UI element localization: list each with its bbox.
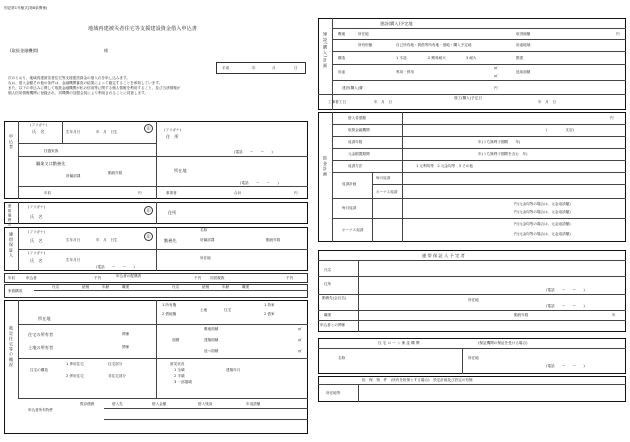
guarantor-name-2: 氏 名 [30, 258, 43, 263]
complete-date-fmt: 年 月 日 [538, 100, 556, 104]
monthly-label-2: 毎月返済 [342, 206, 357, 210]
guarantor-furigana-2: (フリガナ) [28, 251, 45, 255]
guarantor-name-field: 名称 [200, 228, 208, 232]
monthly-amt-1: 円(元金均等の場合は、元金返済額) [514, 202, 571, 206]
rights-label: 土地 [200, 308, 208, 312]
guarantor-name-label: 氏 名 [30, 238, 43, 243]
form-title: 地域再建被災者住宅等支援建設資金借入申込書 [88, 26, 197, 32]
family-col-job: 職業 [122, 285, 130, 289]
workplace-dept: 所属部課 [66, 174, 81, 178]
guarantor-birth-fmt: 年 月 日生 [96, 238, 118, 242]
income-unit-2: 千円 [194, 276, 202, 280]
fund-row-1: 借入希望額 [348, 116, 366, 120]
contractor-years: 勤続年数 [514, 313, 529, 317]
applicant-phone: (電話 ー ー ) [234, 150, 273, 154]
family-col-age: 年齢 [102, 285, 110, 289]
structure-opt-2: 2 簡易耐火 [428, 56, 446, 60]
loan-col-3: 借入残高 [198, 402, 213, 406]
structure-label: 住宅の構造 [30, 368, 48, 372]
house-label: 住宅 [224, 308, 232, 312]
total-label: 合計 [234, 191, 242, 195]
contractor-row-2: 住所 [324, 282, 332, 286]
structure-2: 2 併用住宅 [66, 374, 84, 378]
monthly-label: 毎月返済 [376, 176, 391, 180]
date-box[interactable] [216, 62, 306, 74]
contractor-row-3: 勤務先(会社名) [322, 296, 347, 300]
addressee: (取扱金融機関) [10, 48, 39, 53]
right-page [318, 6, 622, 436]
contractor-row-1: 氏名 [324, 268, 332, 272]
income-row [4, 273, 308, 283]
property-section: 被災住宅等の概況 [9, 326, 14, 368]
guarantor-furigana: (フリガナ) [28, 230, 45, 234]
fund-row-5: 返済方法 [348, 164, 363, 168]
completed-label: 建築年月 [226, 368, 241, 372]
family-col-name-2: 氏名 [172, 285, 180, 289]
income-applicant: 申込者 [26, 276, 37, 280]
damage-label: 被災状況 [170, 362, 185, 366]
guarantor-address: 所在地 [200, 256, 211, 260]
owner-label: 住宅の所有者 [28, 332, 54, 337]
fund-row-4: 元金据置期間 [348, 152, 370, 156]
family-col-name: 氏名 [52, 285, 60, 289]
use-label-r: 用途 [338, 70, 346, 74]
fund-val-1: 円 [610, 116, 614, 120]
site-price: 取得価額 [516, 32, 531, 36]
start-date-label: 工事着工日 [328, 100, 346, 104]
loan-col-4: 年返済額 [246, 402, 261, 406]
fund-row-2: 取扱金融機関 [348, 128, 370, 132]
loan-col-2: 借入金額 [152, 402, 167, 406]
intro-line-4: 個人信用情報機関に登録され、同機関の加盟会員により利用されることに同意します。 [8, 91, 149, 95]
structure-1: 1 専用住宅 [66, 362, 84, 366]
bonus-label-2: ボーナス返済 [342, 228, 364, 232]
applicant-birth-label: 生年月日 [66, 130, 81, 134]
years-label: 勤続年数 [108, 171, 123, 175]
occupation-label: 職業又は勤務先 [36, 161, 66, 166]
monthly-amt-2: 円(元金均等の場合は、元金返済額) [514, 210, 571, 214]
status-note: 申込者所有物件 [28, 408, 54, 412]
fund-val-5: 1 元利均等 2 元金均等 3 その他 [416, 164, 474, 168]
guarantor-birth-2: 生年月日 [66, 258, 81, 262]
guarantee-location: 所在地等 [326, 391, 341, 395]
total-unit: 円 [294, 191, 298, 195]
fund-row-3: 返済年数 [348, 140, 363, 144]
left-page [4, 6, 308, 436]
date-day: 日 [294, 66, 298, 70]
plan-label: 返済計画 [342, 182, 357, 186]
guarantor-years: 勤続年数 [266, 238, 281, 242]
start-date-fmt: 年 月 日 [374, 100, 392, 104]
income-unit-3: 千円 [286, 276, 294, 280]
floor-area-label: 延床面積 [516, 70, 531, 74]
m2-r2: ㎡ [494, 74, 498, 78]
site-label: 敷地 [338, 32, 346, 36]
family-block [4, 284, 308, 298]
applicant-birth-fmt: 年 月 日生 [96, 130, 118, 134]
contractor-row-4: 職業 [324, 313, 332, 317]
structure-label-r: 構造 [338, 56, 346, 60]
coapplicant-furigana: (フリガナ) [28, 205, 45, 209]
zoning-label: 用途地域 [516, 43, 531, 47]
land-relation: 関係 [122, 345, 130, 349]
m2-2: ㎡ [298, 338, 302, 342]
contractor-workplace: 所在地 [468, 298, 479, 302]
build-cost-unit: 円 [494, 86, 498, 90]
building-section: 建設(購入)計画 [323, 32, 328, 69]
applicant-address-furigana: (フリガナ) [164, 128, 181, 132]
income-unit-1: 千円 [94, 276, 102, 280]
family-col-job-2: 職業 [242, 285, 250, 289]
contractor-phone-1: (電話 ー ー ) [546, 288, 585, 292]
loan-section: 住 宅 ロ ー ン 保 証 機 関 [378, 341, 420, 345]
addressee-suffix: 様 [104, 48, 109, 53]
family-col-age-2: 年齢 [222, 285, 230, 289]
use-options: 専用・併用 [396, 70, 414, 74]
intro-line-2: なお、借入金額その他の条件は、金融機関審査の結果によって確定することを承知しています。 [8, 81, 163, 85]
contractor-row-5: 申込者との関係 [320, 323, 346, 327]
damage-1: 1 全壊 [174, 368, 185, 372]
bonus-label: ボーナス返済 [376, 190, 398, 194]
business-label: 事業者 [166, 191, 177, 195]
use-label: 住宅部分 [108, 362, 123, 366]
guarantor-phone: (電話 ー ー ) [96, 265, 135, 269]
guarantor-seal[interactable]: 印 [144, 232, 153, 241]
guarantor-birth-label: 生年月日 [66, 238, 81, 242]
site-price-unit: 円 [616, 32, 620, 36]
loan-note: (保証機関の保証を受ける場合) [478, 341, 528, 345]
owner-relation: 関係 [122, 332, 130, 336]
form-tag: 別記第1号様式(第8条関係) [4, 6, 48, 10]
income-unit: 円 [138, 191, 142, 195]
dependents-label: 扶養家族 [44, 149, 59, 153]
structure-opt-3: 3 耐火 [466, 56, 477, 60]
coapplicant-seal[interactable]: 印 [144, 206, 153, 215]
loan-phone: (電話 ー ー ) [546, 364, 585, 368]
applicant-furigana: (フリガナ) [30, 123, 47, 127]
guarantee-text: 担 保 物 件 (所有を担保とする場合) 設定計画及び設定の有無 [362, 378, 473, 382]
area-build: 建築面積 [204, 338, 219, 342]
build-cost-label: 建設(購入)費 [342, 86, 363, 90]
workplace-address-label: 所在地 [174, 168, 187, 173]
loan-location: 所在地 [468, 356, 479, 360]
owner-form-label: 所有形態 [358, 43, 373, 47]
coapplicant-section: 連帯債務者 [8, 204, 12, 227]
area-site: 敷地面積 [204, 327, 219, 331]
seal-circle[interactable]: 印 [144, 124, 153, 133]
site-location: 所在地 [358, 32, 369, 36]
date-month: 月 [272, 66, 276, 70]
guarantor-section: 連帯保証人 [9, 232, 14, 258]
rights-2: 2 借地権 [162, 312, 177, 316]
building-header: 建設(購入)予定地 [380, 21, 413, 26]
fund-val-4: 年(うち無利子期間を含む 年) [478, 152, 528, 156]
contractor-phone-2: (電話 ー ー ) [546, 304, 585, 308]
damage-2: 2 半壊 [174, 374, 185, 378]
applicant-section: 申込者 [9, 134, 14, 150]
income-year: 年収 [8, 276, 16, 280]
m2-r1: ㎡ [494, 66, 498, 70]
income-spouse: 申込者の配偶者 [116, 274, 142, 278]
land-owner-label: 土地の所有者 [28, 345, 54, 350]
loan-col-1: 借入先 [112, 402, 123, 406]
complete-date-label: 竣工(購入)予定日 [454, 96, 482, 100]
fund-val-2: ( 支店) [546, 128, 574, 132]
intro-line-3: また、以下の申込みに関して取扱金融機関が私の信用等に関する個人情報を利用すること、及び当該情報が [8, 86, 181, 90]
income-label: 年収 [44, 191, 52, 195]
applicant-name-label: 氏 名 [32, 129, 45, 134]
area-label: 面積 [172, 338, 180, 342]
contractor-section: 連 帯 保 証 人 予 定 者 [422, 253, 465, 258]
structure-opt-1: 1 木造 [396, 56, 407, 60]
guarantor-workplace: 勤務先 [164, 238, 177, 243]
area-total: 延べ面積 [204, 349, 219, 353]
m2-3: ㎡ [298, 349, 302, 353]
loan-status: 既存債務 [80, 402, 95, 406]
property-location: 所在地 [38, 316, 51, 321]
house-right-2: 2 借家 [264, 312, 275, 316]
family-col-relation-2: 続柄 [202, 285, 210, 289]
coapplicant-address-label: 住所 [168, 210, 177, 215]
fund-val-3: 年(うち無利子期間 年) [478, 140, 521, 144]
family-col-relation: 続柄 [82, 285, 90, 289]
loan-name: 名称 [338, 356, 346, 360]
bonus-amt-2: 円(元金均等の場合は、元金返済額) [514, 232, 571, 236]
contractor-year-unit: 年 [612, 313, 616, 317]
damage-3: 3 一部損壊 [174, 380, 192, 384]
workplace-phone: (電話 ー ー ) [240, 181, 279, 185]
income-others: 同居親族 [210, 276, 225, 280]
other-use-label: 非住宅部分 [108, 374, 126, 378]
family-label: 家族構成 [8, 289, 23, 293]
date-prefix: 平成 [222, 66, 230, 70]
house-right-1: 1 持家 [264, 303, 275, 307]
owner-form-options: 自己所有地・賃借等所有地・借地・購入予定地 [396, 43, 472, 47]
applicant-address-label: 住 所 [166, 134, 179, 139]
floors-label: 階建 [516, 56, 524, 60]
guarantor-dept: 所属部課 [200, 238, 215, 242]
bonus-amt-1: 円(元金均等の場合は、元金返済額) [514, 222, 571, 226]
intro-line-1: 次のとおり、地域再建被災者住宅等支援建設資金の借入れを申し込みます。 [8, 76, 130, 80]
m2-1: ㎡ [298, 327, 302, 331]
rights-1: 1 所有権 [162, 303, 177, 307]
date-year: 年 [252, 66, 256, 70]
funds-section: 資金計画 [323, 156, 328, 177]
coapplicant-name-label: 氏 名 [30, 214, 43, 219]
